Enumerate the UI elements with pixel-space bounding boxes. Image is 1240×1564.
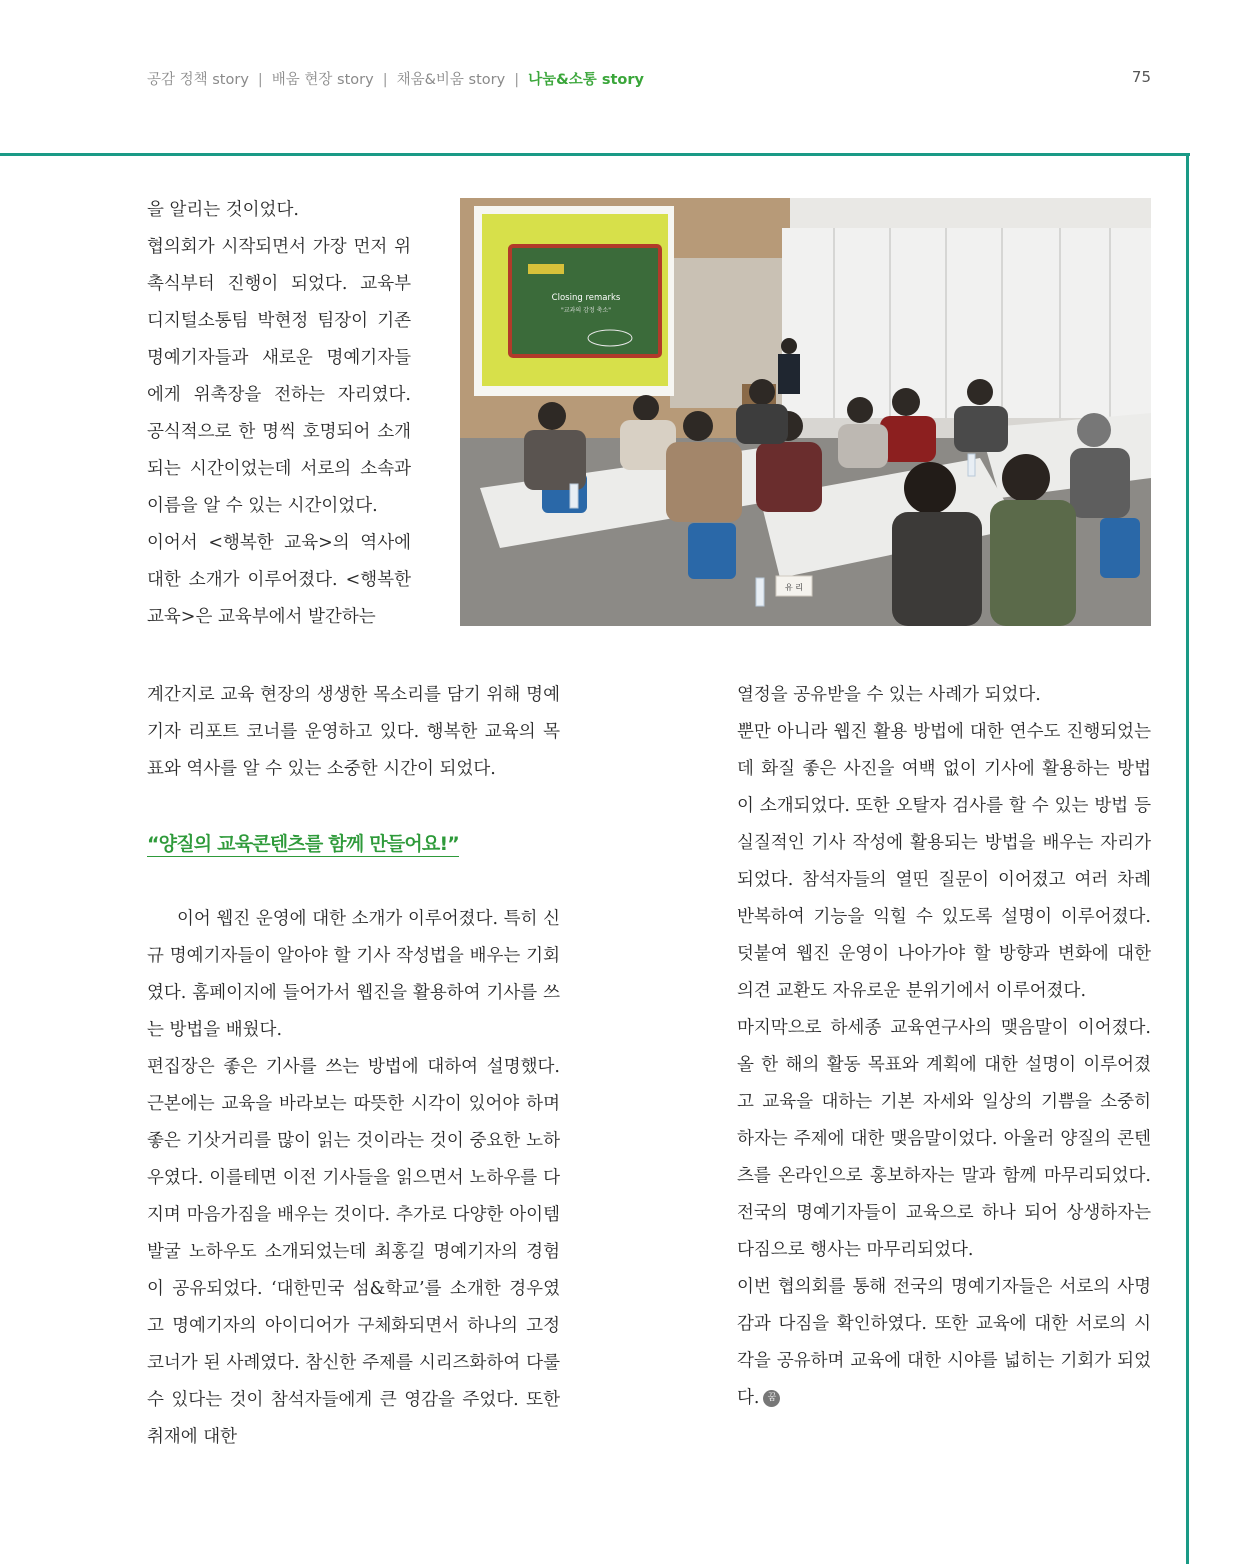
seminar-photo [460,198,1151,626]
nav-separator: | [382,72,388,88]
nav-item-policy[interactable]: 공감 정책 story [147,72,249,88]
slide-subtitle: "교과의 감정 축소" [561,307,611,314]
paragraph: 편집장은 좋은 기사를 쓰는 방법에 대하여 설명했다. 근본에는 교육을 바라보는 따뜻한 시각이 있어야 하며 좋은 기삿거리를 많이 읽는 것이라는 것이 중요한 노하우였다. 이를테면 이전 기사들을 읽으면서 노하우를 다지며 마음가짐을 배우는 것이다. 추가로 다양한 아이템 발굴 노하우도 소개되었는데 최홍길 명예기자의 경험이 공유되었다. ‘대한민국 섬&학교’를 소개한 경우였고 명예기자의 아이디어가 구체화되면서 하나의 고정 코너가 된 사례였다. 참신한 주제를 시리즈화하여 다룰 수 있다는 것이 참석자들에게 큰 영감을 주었다. 또한 취재에 대한 [147,1057,560,1447]
frame-right-rule [1186,153,1189,1564]
paragraph: 뿐만 아니라 웹진 활용 방법에 대한 연수도 진행되었는데 화질 좋은 사진을 여백 없이 기사에 활용하는 방법이 소개되었다. 또한 오탈자 검사를 할 수 있는 방법 등 실질적인 기사 작성에 활용되는 방법을 배우는 자리가 되었다. 참석자들의 열띤 질문이 이어졌고 여러 차례 반복하여 기능을 익힐 수 있도록 설명이 이루어졌다. 덧붙여 웹진 운영이 나아가야 할 방향과 변화에 대한 의견 교환도 자유로운 분위기에서 이루어졌다. [737,722,1151,1001]
frame-top-rule [0,153,1190,156]
paragraph-text: 이번 협의회를 통해 전국의 명예기자들은 서로의 사명감과 다짐을 확인하였다. 또한 교육에 대한 서로의 시각을 공유하며 교육에 대한 시야를 넓히는 기회가 되었다. [737,1277,1151,1408]
nav-separator: | [257,72,263,88]
article-column-left [147,677,560,1456]
paragraph: 이어 웹진 운영에 대한 소개가 이루어졌다. 특히 신규 명예기자들이 알아야 할 기사 작성법을 배우는 기회였다. 홈페이지에 들어가서 웹진을 활용하여 기사를 쓰는 방법을 배웠다. [147,909,560,1040]
paragraph: 마지막으로 하세종 교육연구사의 맺음말이 이어졌다. 올 한 해의 활동 목표와 계획에 대한 설명이 이루어졌고 교육을 대하는 기본 자세와 일상의 기쁨을 소중히 하자는 주제에 대한 맺음말이었다. 아울러 양질의 콘텐츠를 온라인으로 홍보하자는 말과 함께 마무리되었다. 전국의 명예기자들이 교육으로 하나 되어 상생하자는 다짐으로 행사는 마무리되었다. [737,1018,1151,1260]
article-column-right [737,677,1151,1417]
paragraph: 을 알리는 것이었다. [147,200,299,220]
slide-title: Closing remarks [551,293,621,303]
nav-item-field[interactable]: 배움 현장 story [271,72,374,88]
nav-separator: | [514,72,520,88]
nav-item-fill[interactable]: 채움&비움 story [396,72,506,88]
name-tag: 유 리 [785,583,803,592]
paragraph: 이어서 <행복한 교육>의 역사에 대한 소개가 이루어졌다. <행복한 교육>은 교육부에서 발간하는 [147,533,411,627]
paragraph: 열정을 공유받을 수 있는 사례가 되었다. [737,685,1041,705]
section-heading: “양질의 교육콘텐츠를 함께 만들어요!” [147,833,459,855]
paragraph-last [737,1269,1151,1417]
paragraph: 계간지로 교육 현장의 생생한 목소리를 담기 위해 명예기자 리포트 코너를 운영하고 있다. 행복한 교육의 목표와 역사를 알 수 있는 소중한 시간이 되었다. [147,685,560,779]
end-mark-icon: 꿈 [763,1390,780,1407]
seminar-photo-illustration [460,198,1151,626]
article-column-top-left [147,192,411,636]
page-number: 75 [1131,68,1151,86]
paragraph: 협의회가 시작되면서 가장 먼저 위촉식부터 진행이 되었다. 교육부 디지털소통팀 박현정 팀장이 기존 명예기자들과 새로운 명예기자들에게 위촉장을 전하는 자리였다. 공식적으로 한 명씩 호명되어 소개되는 시간이었는데 서로의 소속과 이름을 알 수 있는 시간이었다. [147,237,411,516]
nav-item-share-active[interactable]: 나눔&소통 story [528,72,644,88]
section-nav [147,68,644,89]
